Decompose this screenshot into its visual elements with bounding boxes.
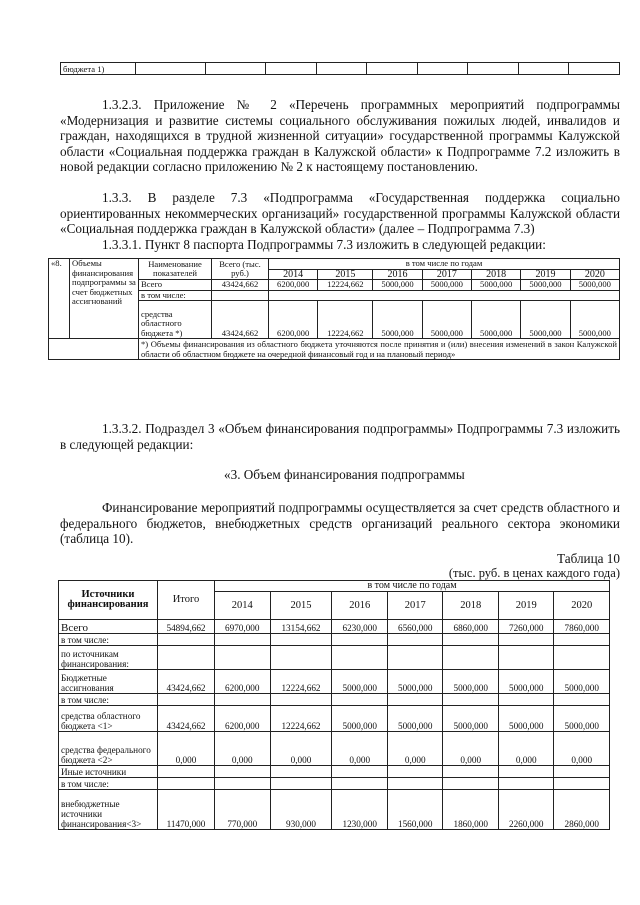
table10-row-value: 5000,000: [387, 706, 443, 732]
top-row-label: бюджета 1): [61, 63, 136, 75]
table10-row-value: [270, 778, 332, 790]
table10-row-value: 2860,000: [554, 790, 610, 830]
passport-year-value: 6200,000: [269, 280, 318, 291]
table10-row-value: 13154,662: [270, 620, 332, 634]
passport-year-value: 5000,000: [521, 301, 570, 339]
table10-row-value: [270, 634, 332, 646]
table10-row-value: [215, 694, 271, 706]
table10-row-value: [270, 646, 332, 670]
passport-table: [48, 258, 620, 360]
passport-year-value: 5000,000: [472, 301, 521, 339]
table10-row-total: 43424,662: [158, 670, 215, 694]
table10-row-value: [443, 634, 499, 646]
table-row: [59, 732, 610, 766]
table-row: [59, 766, 610, 778]
passport-year-value: 5000,000: [373, 280, 422, 291]
passport-item-name: Объемы финансирования подпрограммы за счет бюджетных ассигнований: [70, 259, 139, 339]
table10-row-label: в том числе:: [59, 694, 158, 706]
table10-row-value: [332, 694, 388, 706]
passport-year-header: 2018: [472, 269, 521, 280]
table10-row-value: 6230,000: [332, 620, 388, 634]
table10-row-value: [332, 634, 388, 646]
table10-row-total: 0,000: [158, 732, 215, 766]
passport-year-header: 2017: [422, 269, 471, 280]
table10-row-value: 5000,000: [554, 670, 610, 694]
table10-row-value: [443, 646, 499, 670]
table10-row-label: Иные источники: [59, 766, 158, 778]
table10-row-total: [158, 778, 215, 790]
table10-row-value: 1230,000: [332, 790, 388, 830]
table10-row-value: 0,000: [215, 732, 271, 766]
table10-row-value: 5000,000: [498, 706, 554, 732]
table10-row-value: [443, 694, 499, 706]
table10-row-value: [498, 646, 554, 670]
table10-row-value: [554, 694, 610, 706]
passport-header-total: Всего (тыс. руб.): [212, 259, 269, 280]
table10-row-value: [554, 634, 610, 646]
table10-row-value: 2260,000: [498, 790, 554, 830]
table10-row-value: 7260,000: [498, 620, 554, 634]
table10-row-value: [498, 778, 554, 790]
passport-year-value: 5000,000: [422, 301, 471, 339]
passport-year-value: 12224,662: [318, 301, 373, 339]
table-row: [59, 670, 610, 694]
table10-row-label: в том числе:: [59, 634, 158, 646]
table10-row-value: 6200,000: [215, 706, 271, 732]
table10-row-value: [332, 766, 388, 778]
table10-row-value: [332, 646, 388, 670]
table10-row-value: [387, 634, 443, 646]
table-10: [58, 580, 610, 830]
table10-row-value: [554, 646, 610, 670]
passport-year-value: 5000,000: [570, 280, 619, 291]
table10-row-value: [270, 694, 332, 706]
table10-row-value: 12224,662: [270, 706, 332, 732]
passport-header-name: Наименование показателей: [139, 259, 212, 280]
passport-year-value: 5000,000: [521, 280, 570, 291]
passport-year-value: 6200,000: [269, 301, 318, 339]
table10-row-value: [387, 766, 443, 778]
table10-row-value: 5000,000: [387, 670, 443, 694]
table10-row-value: 6200,000: [215, 670, 271, 694]
table10-row-value: 12224,662: [270, 670, 332, 694]
table10-row-value: 5000,000: [332, 670, 388, 694]
table10-row-value: 6970,000: [215, 620, 271, 634]
table10-row-value: 6560,000: [387, 620, 443, 634]
table10-row-value: 5000,000: [443, 706, 499, 732]
table10-row-value: [215, 634, 271, 646]
table10-row-label: в том числе:: [59, 778, 158, 790]
table10-row-value: [443, 766, 499, 778]
table10-row-value: [270, 766, 332, 778]
table-row: [59, 646, 610, 670]
table10-row-value: 6860,000: [443, 620, 499, 634]
table10-year-header: 2014: [215, 592, 271, 620]
table10-units: (тыс. руб. в ценах каждого года): [448, 566, 620, 580]
paragraph-1-3-3-2: 1.3.3.2. Подраздел 3 «Объем финансирования подпрограммы» Подпрограммы 7.3 изложить в следующей редакции:: [60, 421, 620, 452]
table10-row-value: 0,000: [387, 732, 443, 766]
table10-row-value: [498, 634, 554, 646]
passport-row-label: в том числе:: [139, 290, 212, 301]
table10-header-source: Источники финансирования: [59, 581, 158, 620]
table10-row-total: [158, 766, 215, 778]
table10-row-label: Бюджетные ассигнования: [59, 670, 158, 694]
table-row: [59, 778, 610, 790]
passport-row-total-value: 43424,662: [212, 280, 269, 291]
table10-row-value: 0,000: [332, 732, 388, 766]
table10-row-value: 7860,000: [554, 620, 610, 634]
passport-num: «8.: [49, 259, 70, 339]
passport-year-value: 5000,000: [472, 280, 521, 291]
table10-row-total: [158, 634, 215, 646]
table-row: [59, 694, 610, 706]
table10-row-value: [215, 646, 271, 670]
table10-year-header: 2019: [498, 592, 554, 620]
top-table-fragment: [60, 62, 620, 75]
passport-year-header: 2015: [318, 269, 373, 280]
table10-row-label: внебюджетные источники финансирования<3>: [59, 790, 158, 830]
table10-row-value: [332, 778, 388, 790]
table10-row-total: 11470,000: [158, 790, 215, 830]
table10-year-header: 2020: [554, 592, 610, 620]
passport-year-header: 2020: [570, 269, 619, 280]
table10-row-value: [498, 694, 554, 706]
table10-row-value: [215, 766, 271, 778]
table10-row-value: 930,000: [270, 790, 332, 830]
table10-year-header: 2015: [270, 592, 332, 620]
table10-row-value: 0,000: [554, 732, 610, 766]
table10-row-label: по источникам финансирования:: [59, 646, 158, 670]
table10-row-value: [498, 766, 554, 778]
passport-row-label: Всего: [139, 280, 212, 291]
paragraph-1-3-2-3: 1.3.2.3. Приложение № 2 «Перечень программных мероприятий подпрограммы «Модернизация и развитие системы социального обслуживания пожилых людей, инвалидов и граждан, находящихся в трудной жизненной ситуации» государственной программы Калужской области «Социальная поддержка граждан в Калужской области» к Подпрограмме 7.2 изложить в новой редакции согласно приложению № 2 к настоящему постановлению.: [60, 97, 620, 174]
passport-year-header: 2016: [373, 269, 422, 280]
table10-row-value: 5000,000: [332, 706, 388, 732]
table10-row-total: 54894,662: [158, 620, 215, 634]
passport-year-value: 12224,662: [318, 280, 373, 291]
table10-row-label: средства областного бюджета <1>: [59, 706, 158, 732]
passport-row-label: средства областного бюджета *): [139, 301, 212, 339]
passport-header-years: в том числе по годам: [269, 259, 620, 270]
paragraph-1-3-3-1: 1.3.3.1. Пункт 8 паспорта Подпрограммы 7.3 изложить в следующей редакции:: [102, 237, 546, 252]
table10-row-label: средства федерального бюджета <2>: [59, 732, 158, 766]
section-title: «3. Объем финансирования подпрограммы: [224, 467, 465, 482]
passport-row-total-value: 43424,662: [212, 301, 269, 339]
table10-header-years: в том числе по годам: [215, 581, 610, 592]
table-row: [59, 634, 610, 646]
table-row: [59, 620, 610, 634]
table10-row-value: 5000,000: [498, 670, 554, 694]
table10-row-value: [387, 646, 443, 670]
table10-row-value: 5000,000: [554, 706, 610, 732]
table10-row-value: 5000,000: [443, 670, 499, 694]
passport-footnote: *) Объемы финансирования из областного бюджета уточняются после принятия и (или) внесения изменений в закон Калужской области об областном бюджете на очередной финансовый год и на плановый период»: [139, 339, 620, 360]
paragraph-1-3-3: 1.3.3. В разделе 7.3 «Подпрограмма «Государственная поддержка социально ориентированных некоммерческих организаций» государственной программы Калужской области «Социальная поддержка граждан в Калужской области» (далее – Подпрограмма 7.3): [60, 190, 620, 236]
passport-year-value: 5000,000: [373, 301, 422, 339]
table10-row-value: [554, 778, 610, 790]
table10-label: Таблица 10: [557, 551, 620, 566]
table10-row-total: 43424,662: [158, 706, 215, 732]
table10-year-header: 2017: [387, 592, 443, 620]
table10-year-header: 2016: [332, 592, 388, 620]
paragraph-financing: Финансирование мероприятий подпрограммы осуществляется за счет средств областного и федерального бюджетов, внебюджетных средств организаций реального сектора экономики (таблица 10).: [60, 500, 620, 546]
table10-year-header: 2018: [443, 592, 499, 620]
table10-row-total: [158, 646, 215, 670]
table10-header-total: Итого: [158, 581, 215, 620]
table10-row-value: 0,000: [270, 732, 332, 766]
table-row: [59, 790, 610, 830]
table-row: [59, 706, 610, 732]
table10-row-value: [387, 778, 443, 790]
table10-row-value: 0,000: [498, 732, 554, 766]
passport-year-header: 2014: [269, 269, 318, 280]
passport-year-header: 2019: [521, 269, 570, 280]
table10-row-value: 0,000: [443, 732, 499, 766]
table10-row-label: Всего: [59, 620, 158, 634]
passport-year-value: 5000,000: [422, 280, 471, 291]
table10-row-value: [215, 778, 271, 790]
table10-row-value: [387, 694, 443, 706]
table10-row-value: 1560,000: [387, 790, 443, 830]
passport-year-value: 5000,000: [570, 301, 619, 339]
table10-row-value: [554, 766, 610, 778]
table10-row-value: [443, 778, 499, 790]
table10-row-value: 770,000: [215, 790, 271, 830]
table10-row-value: 1860,000: [443, 790, 499, 830]
table10-row-total: [158, 694, 215, 706]
